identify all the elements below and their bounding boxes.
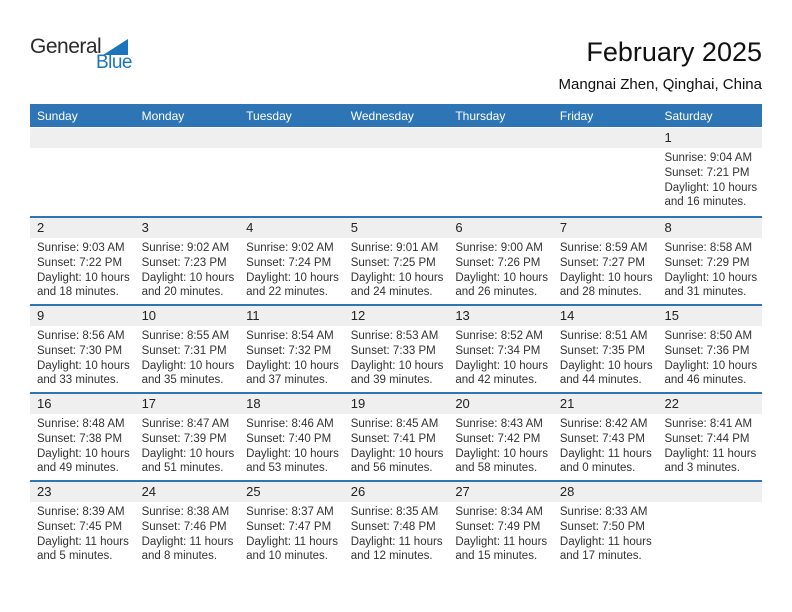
day-number: 16	[30, 394, 135, 414]
day-cell-9	[30, 306, 135, 392]
day-number	[239, 128, 344, 148]
day-number	[135, 128, 240, 148]
day-number: 6	[448, 218, 553, 238]
day-number	[448, 128, 553, 148]
weekday-header-row	[30, 104, 762, 127]
weekday-saturday: Saturday	[664, 108, 713, 123]
day-cell-19	[344, 394, 449, 480]
week-row	[30, 128, 762, 216]
day-details: Sunrise: 8:45 AM Sunset: 7:41 PM Daylight: 10 hours and 56 minutes.	[350, 418, 444, 475]
day-cell-24	[135, 482, 240, 568]
day-details: Sunrise: 8:47 AM Sunset: 7:39 PM Daylight: 10 hours and 51 minutes.	[141, 418, 235, 475]
day-cell-2	[30, 218, 135, 304]
logo-text-general: General	[30, 35, 102, 58]
day-number: 26	[344, 482, 449, 502]
day-details: Sunrise: 8:34 AM Sunset: 7:49 PM Daylight: 11 hours and 15 minutes.	[455, 506, 548, 563]
day-number: 25	[239, 482, 344, 502]
day-details: Sunrise: 8:55 AM Sunset: 7:31 PM Daylight: 10 hours and 35 minutes.	[141, 330, 235, 387]
day-number: 14	[553, 306, 658, 326]
day-number: 1	[657, 128, 762, 148]
day-number: 18	[239, 394, 344, 414]
week-row	[30, 392, 762, 480]
day-details: Sunrise: 9:02 AM Sunset: 7:24 PM Daylight: 10 hours and 22 minutes.	[246, 242, 339, 299]
day-cell-empty	[30, 128, 135, 216]
day-details: Sunrise: 8:51 AM Sunset: 7:35 PM Daylight: 10 hours and 44 minutes.	[559, 330, 653, 387]
day-details	[344, 148, 449, 151]
day-details: Sunrise: 9:00 AM Sunset: 7:26 PM Daylight: 10 hours and 26 minutes.	[455, 242, 549, 299]
calendar-weeks	[30, 128, 762, 568]
day-details: Sunrise: 8:53 AM Sunset: 7:33 PM Daylight: 10 hours and 39 minutes.	[350, 330, 444, 387]
day-cell-6	[448, 218, 553, 304]
week-row	[30, 480, 762, 568]
day-number: 7	[553, 218, 658, 238]
day-details: Sunrise: 8:42 AM Sunset: 7:43 PM Daylight: 11 hours and 0 minutes.	[559, 418, 652, 475]
title-block	[559, 38, 762, 93]
day-details: Sunrise: 8:48 AM Sunset: 7:38 PM Daylight: 10 hours and 49 minutes.	[37, 418, 130, 475]
day-cell-3	[135, 218, 240, 304]
day-number: 8	[657, 218, 762, 238]
day-details: Sunrise: 9:03 AM Sunset: 7:22 PM Daylight: 10 hours and 18 minutes.	[37, 242, 130, 299]
day-details	[135, 148, 240, 151]
day-number	[657, 482, 762, 502]
day-cell-empty	[239, 128, 344, 216]
logo-text-blue: Blue	[95, 52, 132, 73]
weekday-thursday: Thursday	[455, 108, 506, 123]
day-details: Sunrise: 9:04 AM Sunset: 7:21 PM Daylight: 10 hours and 16 minutes.	[664, 152, 758, 209]
day-number: 2	[30, 218, 135, 238]
day-cell-17	[135, 394, 240, 480]
day-details	[553, 148, 658, 151]
day-details: Sunrise: 8:52 AM Sunset: 7:34 PM Daylight: 10 hours and 42 minutes.	[455, 330, 549, 387]
day-details: Sunrise: 8:50 AM Sunset: 7:36 PM Daylight: 10 hours and 46 minutes.	[664, 330, 758, 387]
day-cell-10	[135, 306, 240, 392]
day-number: 13	[448, 306, 553, 326]
day-cell-12	[344, 306, 449, 392]
day-details: Sunrise: 8:43 AM Sunset: 7:42 PM Daylight: 10 hours and 58 minutes.	[455, 418, 549, 475]
day-number: 20	[448, 394, 553, 414]
weekday-wednesday: Wednesday	[350, 108, 414, 123]
day-cell-18	[239, 394, 344, 480]
day-cell-27	[448, 482, 553, 568]
day-cell-8	[657, 218, 762, 304]
day-number: 28	[553, 482, 658, 502]
day-number: 3	[135, 218, 240, 238]
day-number: 23	[30, 482, 135, 502]
weekday-friday: Friday	[559, 108, 594, 123]
day-details	[30, 148, 135, 151]
day-cell-empty	[553, 128, 658, 216]
day-cell-empty	[448, 128, 553, 216]
day-number: 17	[135, 394, 240, 414]
day-details: Sunrise: 8:56 AM Sunset: 7:30 PM Daylight: 10 hours and 33 minutes.	[37, 330, 130, 387]
day-cell-5	[344, 218, 449, 304]
day-cell-11	[239, 306, 344, 392]
weekday-tuesday: Tuesday	[246, 108, 292, 123]
day-number: 10	[135, 306, 240, 326]
day-details: Sunrise: 8:54 AM Sunset: 7:32 PM Daylight: 10 hours and 37 minutes.	[246, 330, 339, 387]
day-details: Sunrise: 8:59 AM Sunset: 7:27 PM Daylight: 10 hours and 28 minutes.	[559, 242, 653, 299]
calendar	[30, 104, 762, 568]
day-number: 21	[553, 394, 658, 414]
day-number: 11	[239, 306, 344, 326]
day-number: 27	[448, 482, 553, 502]
day-details	[657, 502, 762, 505]
day-cell-4	[239, 218, 344, 304]
day-cell-7	[553, 218, 658, 304]
week-row	[30, 304, 762, 392]
day-details: Sunrise: 8:46 AM Sunset: 7:40 PM Daylight: 10 hours and 53 minutes.	[246, 418, 339, 475]
day-number: 12	[344, 306, 449, 326]
day-cell-14	[553, 306, 658, 392]
day-number: 5	[344, 218, 449, 238]
day-number: 15	[657, 306, 762, 326]
day-details: Sunrise: 9:02 AM Sunset: 7:23 PM Daylight: 10 hours and 20 minutes.	[141, 242, 235, 299]
day-details: Sunrise: 8:41 AM Sunset: 7:44 PM Daylight: 11 hours and 3 minutes.	[664, 418, 757, 475]
week-row	[30, 216, 762, 304]
day-number	[344, 128, 449, 148]
day-cell-20	[448, 394, 553, 480]
day-number: 9	[30, 306, 135, 326]
day-number: 4	[239, 218, 344, 238]
day-number: 22	[657, 394, 762, 414]
weekday-monday: Monday	[141, 108, 185, 123]
day-cell-empty	[135, 128, 240, 216]
day-details: Sunrise: 8:33 AM Sunset: 7:50 PM Daylight: 11 hours and 17 minutes.	[559, 506, 652, 563]
day-details: Sunrise: 8:37 AM Sunset: 7:47 PM Daylight: 11 hours and 10 minutes.	[246, 506, 338, 563]
page-title: February 2025	[586, 37, 762, 67]
day-number	[553, 128, 658, 148]
day-cell-empty	[657, 482, 762, 568]
day-details	[239, 148, 344, 151]
day-cell-22	[657, 394, 762, 480]
weekday-sunday: Sunday	[37, 108, 78, 123]
day-cell-13	[448, 306, 553, 392]
day-cell-23	[30, 482, 135, 568]
day-cell-15	[657, 306, 762, 392]
day-cell-empty	[344, 128, 449, 216]
day-number: 24	[135, 482, 240, 502]
day-cell-21	[553, 394, 658, 480]
day-cell-26	[344, 482, 449, 568]
day-cell-1	[657, 128, 762, 216]
day-cell-25	[239, 482, 344, 568]
day-details: Sunrise: 8:39 AM Sunset: 7:45 PM Daylight: 11 hours and 5 minutes.	[37, 506, 129, 563]
day-details: Sunrise: 8:38 AM Sunset: 7:46 PM Daylight: 11 hours and 8 minutes.	[141, 506, 234, 563]
general-blue-logo	[30, 36, 134, 72]
day-cell-16	[30, 394, 135, 480]
day-details: Sunrise: 8:35 AM Sunset: 7:48 PM Daylight: 11 hours and 12 minutes.	[350, 506, 443, 563]
day-number	[30, 128, 135, 148]
day-details: Sunrise: 8:58 AM Sunset: 7:29 PM Daylight: 10 hours and 31 minutes.	[664, 242, 758, 299]
day-cell-28	[553, 482, 658, 568]
day-number: 19	[344, 394, 449, 414]
day-details: Sunrise: 9:01 AM Sunset: 7:25 PM Daylight: 10 hours and 24 minutes.	[350, 242, 444, 299]
page-subtitle: Mangnai Zhen, Qinghai, China	[558, 75, 762, 93]
day-details	[448, 148, 553, 151]
